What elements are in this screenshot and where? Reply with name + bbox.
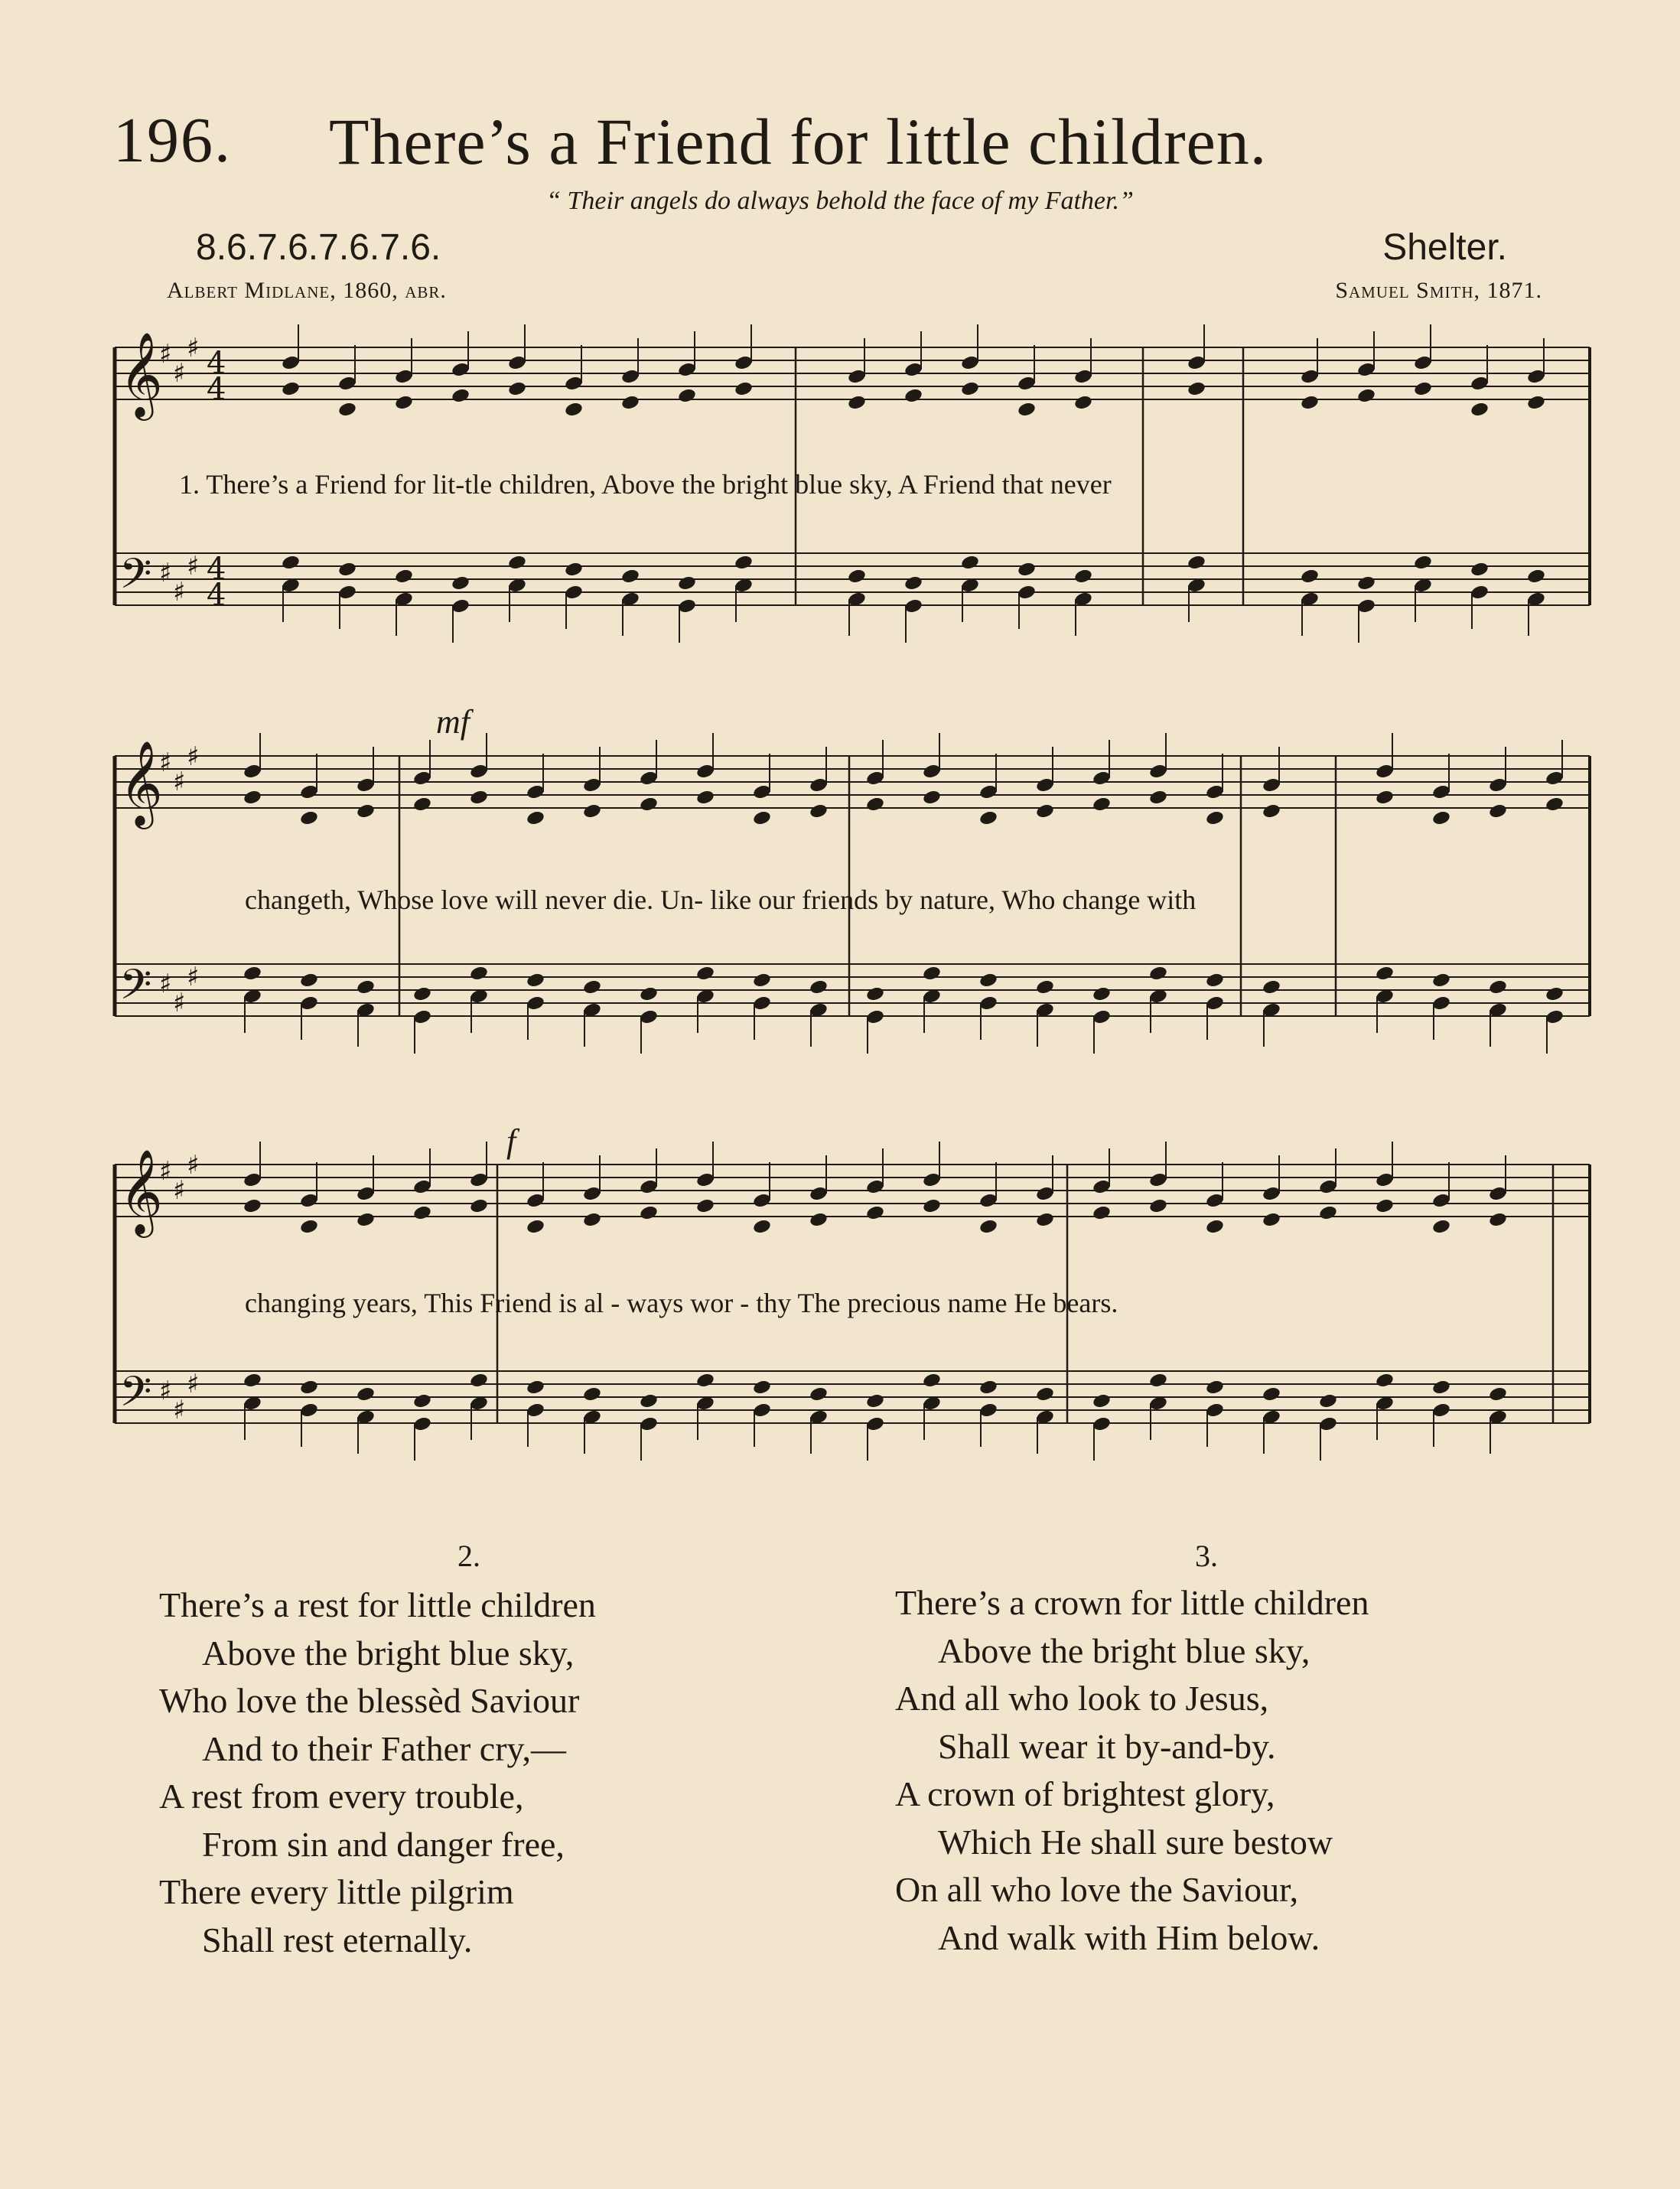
note-head	[1148, 1372, 1168, 1389]
note-head	[1092, 985, 1112, 1002]
note-head	[865, 796, 885, 813]
note-head	[809, 1386, 829, 1402]
note-head	[620, 568, 640, 585]
verse-line: A crown of brightest glory,	[895, 1774, 1275, 1813]
treble-clef: 𝄞	[119, 1148, 163, 1234]
sharp-accidental: ♯	[159, 558, 172, 588]
verse-number-2: 2.	[457, 1539, 480, 1573]
note-head	[922, 965, 942, 982]
note-head	[752, 809, 772, 826]
note-head	[451, 387, 470, 404]
note-head	[281, 380, 301, 397]
note-head	[1148, 965, 1168, 982]
note-head	[564, 401, 584, 418]
note-head	[1035, 803, 1055, 819]
sharp-accidental: ♯	[187, 962, 200, 992]
note-head	[903, 575, 923, 591]
note-head	[526, 1379, 545, 1396]
sharp-accidental: ♯	[173, 988, 186, 1018]
note-head	[1205, 1218, 1225, 1235]
note-head	[1187, 554, 1206, 571]
note-head	[809, 1211, 829, 1228]
note-head	[639, 1204, 659, 1221]
note-head	[1488, 1386, 1508, 1402]
hymn-number: 196.	[113, 105, 232, 176]
note-head	[734, 554, 754, 571]
note-head	[922, 1197, 942, 1214]
bass-clef: 𝄢	[119, 549, 152, 608]
sharp-accidental: ♯	[173, 577, 186, 608]
note-head	[809, 803, 829, 819]
note-head	[337, 401, 357, 418]
note-head	[1205, 1379, 1225, 1396]
note-head	[1488, 1211, 1508, 1228]
time-signature: 4	[207, 552, 226, 587]
sharp-accidental: ♯	[159, 1376, 172, 1406]
note-head	[1300, 394, 1320, 411]
dynamic-f: f	[506, 1122, 516, 1160]
note-head	[1375, 1372, 1395, 1389]
note-head	[451, 575, 470, 591]
note-head	[1073, 394, 1093, 411]
note-head	[847, 394, 867, 411]
note-head	[960, 554, 980, 571]
treble-clef: 𝄞	[119, 740, 163, 826]
note-head	[1413, 380, 1433, 397]
note-head	[243, 1372, 262, 1389]
verse-line: A rest from every trouble,	[159, 1777, 524, 1816]
note-head	[299, 972, 319, 989]
verse-number-3: 3.	[1195, 1539, 1218, 1573]
sharp-accidental: ♯	[159, 1156, 172, 1187]
note-head	[695, 965, 715, 982]
time-signature: 4	[207, 578, 226, 613]
sharp-accidental: ♯	[187, 333, 200, 363]
sharp-accidental: ♯	[173, 1395, 186, 1425]
note-head	[1488, 979, 1508, 995]
note-head	[1431, 972, 1451, 989]
note-head	[809, 979, 829, 995]
note-head	[1318, 1393, 1338, 1409]
note-head	[1035, 1386, 1055, 1402]
verse-line: There every little pilgrim	[159, 1872, 514, 1911]
note-head	[1035, 1211, 1055, 1228]
verse-line: Who love the blessèd Saviour	[159, 1681, 580, 1720]
note-head	[1300, 568, 1320, 585]
note-head	[469, 1197, 489, 1214]
dynamic-mf: mf	[436, 703, 470, 741]
note-head	[1017, 401, 1037, 418]
note-head	[1017, 561, 1037, 578]
note-head	[507, 380, 527, 397]
note-head	[1545, 985, 1564, 1002]
note-head	[1262, 1211, 1281, 1228]
sharp-accidental: ♯	[187, 551, 200, 581]
note-head	[299, 1218, 319, 1235]
epigraph: “ Their angels do always behold the face of my Father.”	[546, 187, 1134, 215]
note-head	[1431, 1379, 1451, 1396]
note-head	[412, 1393, 432, 1409]
note-head	[1431, 1218, 1451, 1235]
note-head	[243, 1197, 262, 1214]
note-head	[526, 1218, 545, 1235]
note-head	[1035, 979, 1055, 995]
note-head	[1148, 789, 1168, 806]
note-head	[1470, 561, 1490, 578]
note-head	[639, 985, 659, 1002]
note-head	[1375, 965, 1395, 982]
sharp-accidental: ♯	[173, 767, 186, 797]
note-head	[412, 1204, 432, 1221]
note-head	[281, 554, 301, 571]
note-head	[1488, 803, 1508, 819]
sharp-accidental: ♯	[159, 748, 172, 778]
note-head	[1431, 809, 1451, 826]
note-head	[695, 789, 715, 806]
note-head	[1205, 972, 1225, 989]
note-head	[1262, 1386, 1281, 1402]
note-head	[243, 789, 262, 806]
note-head	[752, 1218, 772, 1235]
note-head	[960, 380, 980, 397]
note-head	[1262, 803, 1281, 819]
meter: 8.6.7.6.7.6.7.6.	[196, 227, 441, 268]
note-head	[677, 387, 697, 404]
verse-line: And walk with Him below.	[938, 1917, 1320, 1957]
note-head	[299, 809, 319, 826]
note-head	[412, 796, 432, 813]
time-signature: 4	[207, 346, 226, 381]
verse-2	[159, 1581, 596, 1964]
note-head	[1356, 387, 1376, 404]
note-head	[734, 380, 754, 397]
verse-line: And all who look to Jesus,	[895, 1679, 1269, 1718]
lyrics-system-1: 1. There’s a Friend for lit-tle children, Above the bright blue sky, A Friend that never	[179, 469, 1112, 500]
note-head	[1545, 796, 1564, 813]
note-head	[903, 387, 923, 404]
verse-line: Which He shall sure bestow	[938, 1822, 1333, 1862]
note-head	[677, 575, 697, 591]
lyrics-system-3: changing years, This Friend is al - ways wor - thy The precious name He bears.	[245, 1288, 1118, 1318]
note-head	[582, 1211, 602, 1228]
note-head	[752, 972, 772, 989]
note-head	[243, 965, 262, 982]
verse-line: And to their Father cry,—	[202, 1728, 567, 1768]
note-head	[582, 1386, 602, 1402]
note-head	[1413, 554, 1433, 571]
sharp-accidental: ♯	[187, 1369, 200, 1399]
note-head	[356, 1386, 376, 1402]
note-head	[356, 803, 376, 819]
note-head	[620, 394, 640, 411]
note-head	[337, 561, 357, 578]
note-head	[299, 1379, 319, 1396]
note-head	[526, 809, 545, 826]
note-head	[507, 554, 527, 571]
time-signature: 4	[207, 372, 226, 407]
lyrics-system-2: changeth, Whose love will never die. Un- like our friends by nature, Who change with	[245, 884, 1197, 915]
note-head	[847, 568, 867, 585]
verse-line: Above the bright blue sky,	[202, 1633, 575, 1673]
note-head	[469, 1372, 489, 1389]
note-head	[356, 1211, 376, 1228]
note-head	[1526, 394, 1546, 411]
note-head	[469, 789, 489, 806]
note-head	[922, 1372, 942, 1389]
sharp-accidental: ♯	[159, 339, 172, 370]
note-head	[1073, 568, 1093, 585]
verse-line: On all who love the Saviour,	[895, 1870, 1299, 1909]
treble-clef: 𝄞	[119, 331, 163, 417]
author-credit: Albert Midlane, 1860, abr.	[167, 278, 447, 303]
note-head	[394, 568, 414, 585]
note-head	[639, 796, 659, 813]
note-head	[865, 1393, 885, 1409]
note-head	[1526, 568, 1546, 585]
note-head	[978, 809, 998, 826]
note-head	[1356, 575, 1376, 591]
note-head	[978, 1218, 998, 1235]
note-head	[1092, 796, 1112, 813]
note-head	[695, 1372, 715, 1389]
verse-line: Shall wear it by-and-by.	[938, 1726, 1276, 1766]
bass-clef: 𝄢	[119, 960, 152, 1019]
note-head	[1470, 401, 1490, 418]
verse-line: Above the bright blue sky,	[938, 1630, 1310, 1670]
note-head	[865, 985, 885, 1002]
note-head	[639, 1393, 659, 1409]
note-head	[752, 1379, 772, 1396]
sharp-accidental: ♯	[187, 741, 200, 772]
note-head	[564, 561, 584, 578]
note-head	[1318, 1204, 1338, 1221]
note-head	[1262, 979, 1281, 995]
note-head	[1205, 809, 1225, 826]
sharp-accidental: ♯	[173, 358, 186, 389]
note-head	[356, 979, 376, 995]
sharp-accidental: ♯	[159, 969, 172, 999]
note-head	[1375, 1197, 1395, 1214]
note-head	[1092, 1393, 1112, 1409]
note-head	[978, 972, 998, 989]
verse-line: There’s a rest for little children	[159, 1585, 596, 1624]
note-head	[526, 972, 545, 989]
verse-line: Shall rest eternally.	[202, 1920, 473, 1959]
note-head	[1148, 1197, 1168, 1214]
note-head	[1187, 380, 1206, 397]
sharp-accidental: ♯	[187, 1150, 200, 1181]
note-head	[394, 394, 414, 411]
note-head	[412, 985, 432, 1002]
note-head	[1092, 1204, 1112, 1221]
note-head	[978, 1379, 998, 1396]
note-head	[469, 965, 489, 982]
verse-line: There’s a crown for little children	[895, 1583, 1369, 1622]
note-head	[865, 1204, 885, 1221]
note-head	[582, 803, 602, 819]
note-head	[922, 789, 942, 806]
sharp-accidental: ♯	[173, 1175, 186, 1206]
note-head	[1375, 789, 1395, 806]
hymn-title: There’s a Friend for little children.	[329, 105, 1268, 178]
tune-name: Shelter.	[1382, 227, 1507, 268]
verse-3	[895, 1579, 1369, 1962]
composer-credit: Samuel Smith, 1871.	[1335, 278, 1542, 303]
note-head	[582, 979, 602, 995]
bass-clef: 𝄢	[119, 1367, 152, 1426]
verse-line: From sin and danger free,	[202, 1824, 565, 1864]
note-head	[695, 1197, 715, 1214]
